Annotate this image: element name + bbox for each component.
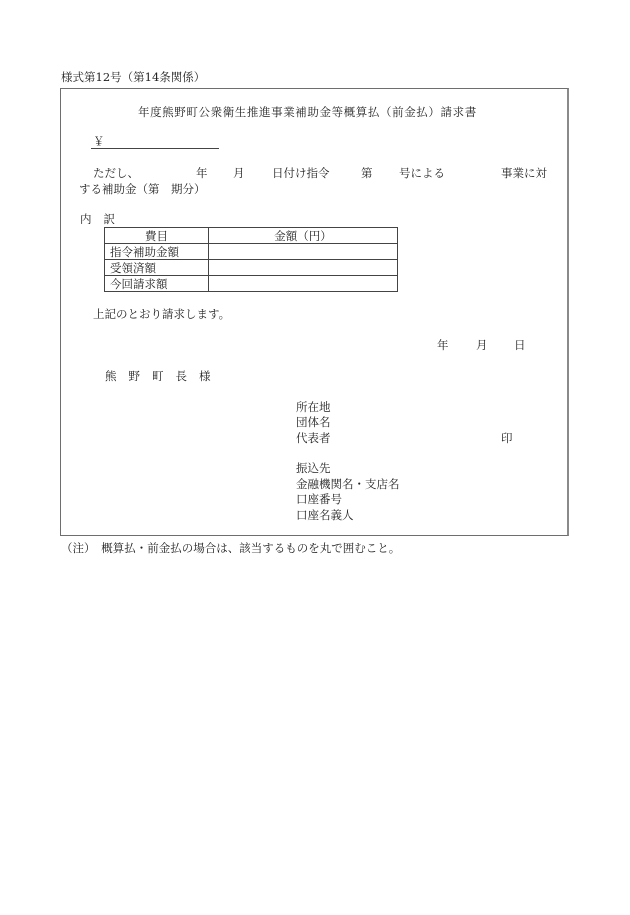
date-month-label: 月 <box>476 338 488 352</box>
body-directive-label: 日付け指令 <box>272 166 330 180</box>
breakdown-table <box>104 227 398 292</box>
body-number-suffix: 号による <box>399 166 445 180</box>
footnote: （注） 概算払・前金払の場合は、該当するものを丸で囲むこと。 <box>61 541 401 555</box>
body-prefix: ただし、 <box>93 166 139 180</box>
table-header-row <box>105 228 398 244</box>
row-amount-field[interactable] <box>209 260 398 276</box>
body-line2: する補助金（第 期分） <box>79 182 206 196</box>
document-title: 年度熊野町公衆衛生推進事業補助金等概算払（前金払）請求書 <box>138 105 477 119</box>
representative-label: 代表者 <box>296 431 331 445</box>
account-holder-label: 口座名義人 <box>296 508 354 522</box>
body-number-prefix: 第 <box>361 166 373 180</box>
table-row <box>105 276 398 292</box>
yen-symbol: ￥ <box>93 134 105 148</box>
table-row <box>105 260 398 276</box>
date-year-label: 年 <box>437 338 449 352</box>
table-row <box>105 244 398 260</box>
organization-label: 団体名 <box>296 415 331 429</box>
transfer-heading: 振込先 <box>296 461 331 475</box>
bank-label: 金融機関名・支店名 <box>296 477 400 491</box>
row-item: 指令補助金額 <box>105 244 209 260</box>
request-statement: 上記のとおり請求します。 <box>93 307 231 321</box>
row-amount-field[interactable] <box>209 244 398 260</box>
row-amount-field[interactable] <box>209 276 398 292</box>
breakdown-label <box>80 212 115 226</box>
addressee: 熊野町長様 <box>105 369 223 383</box>
body-month-label: 月 <box>233 166 245 180</box>
account-number-label: 口座番号 <box>296 492 342 506</box>
amount-underline-field[interactable] <box>91 148 219 149</box>
breakdown-label-1: 内 <box>80 212 92 226</box>
row-item: 受領済額 <box>105 260 209 276</box>
row-item: 今回請求額 <box>105 276 209 292</box>
body-year-label: 年 <box>196 166 208 180</box>
header-amount: 金額（円） <box>209 228 398 244</box>
date-day-label: 日 <box>514 338 526 352</box>
address-label: 所在地 <box>296 400 331 414</box>
header-item: 費目 <box>105 228 209 244</box>
seal-label: 印 <box>501 431 513 445</box>
body-project-suffix: 事業に対 <box>501 166 547 180</box>
breakdown-label-2: 訳 <box>103 212 115 226</box>
form-number-label: 様式第12号（第14条関係） <box>61 70 206 84</box>
